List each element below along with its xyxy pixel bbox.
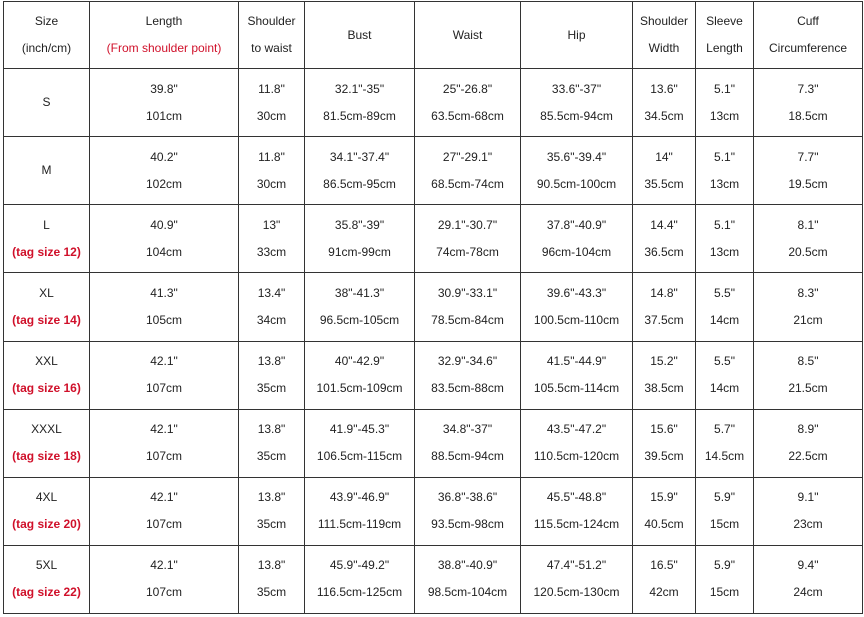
value-cm: 15cm (709, 517, 740, 532)
value-inch: 34.1"-37.4" (329, 149, 390, 164)
table-row (4, 409, 863, 477)
size-label: M (41, 163, 52, 178)
value-cm: 110.5cm-120cm (533, 449, 620, 464)
cell-bust (305, 137, 415, 205)
tag-size-label: (tag size 14) (12, 312, 81, 327)
value-inch: 43.5"-47.2" (546, 422, 607, 437)
cell-waist (415, 69, 521, 137)
tag-size-label: (tag size 16) (12, 381, 81, 396)
cell-length (90, 477, 239, 545)
size-cell (4, 477, 90, 545)
value-cm: 34cm (256, 312, 287, 327)
value-inch: 40"-42.9" (334, 354, 385, 369)
cell-cuff-circumference (754, 137, 863, 205)
value-cm: 37.5cm (644, 312, 684, 327)
value-inch: 8.1" (797, 217, 819, 232)
value-inch: 45.5"-48.8" (546, 490, 607, 505)
value-inch: 36.8"-38.6" (437, 490, 498, 505)
value-inch: 29.1"-30.7" (437, 217, 498, 232)
value-cm: 14cm (709, 381, 740, 396)
value-inch: 37.8"-40.9" (546, 217, 607, 232)
size-label: L (43, 217, 50, 232)
value-cm: 88.5cm-94cm (431, 449, 504, 464)
cell-shoulder-to-waist (239, 273, 305, 341)
cell-bust (305, 205, 415, 273)
value-cm: 85.5cm-94cm (540, 108, 613, 123)
value-cm: 78.5cm-84cm (431, 312, 504, 327)
cell-shoulder-width (633, 545, 696, 613)
value-cm: 107cm (145, 585, 183, 600)
value-cm: 21.5cm (788, 381, 828, 396)
value-inch: 5.1" (714, 149, 735, 164)
value-cm: 105cm (145, 312, 183, 327)
value-cm: 35cm (256, 449, 287, 464)
cell-waist (415, 341, 521, 409)
value-inch: 5.9" (714, 490, 735, 505)
table-row (4, 545, 863, 613)
header-length: Length (From shoulder point) (90, 2, 239, 69)
cell-waist (415, 477, 521, 545)
value-cm: 35cm (256, 517, 287, 532)
tag-size-label: (tag size 18) (12, 449, 81, 464)
value-cm: 101.5cm-109cm (316, 381, 403, 396)
value-inch: 13" (262, 217, 281, 232)
value-inch: 13.8" (257, 354, 286, 369)
table-row (4, 69, 863, 137)
value-cm: 13cm (709, 176, 740, 191)
value-cm: 86.5cm-95cm (323, 176, 396, 191)
header-size: Size (inch/cm) (4, 2, 90, 69)
value-cm: 23cm (793, 517, 823, 532)
value-cm: 116.5cm-125cm (316, 585, 403, 600)
cell-shoulder-width (633, 137, 696, 205)
value-inch: 33.6"-37" (551, 81, 602, 96)
cell-sleeve-length (696, 409, 754, 477)
size-label: 4XL (35, 490, 58, 505)
value-cm: 40.5cm (644, 517, 684, 532)
value-cm: 68.5cm-74cm (431, 176, 504, 191)
value-inch: 14.4" (650, 217, 678, 232)
value-cm: 18.5cm (788, 108, 828, 123)
header-row (4, 2, 863, 69)
size-cell (4, 205, 90, 273)
cell-waist (415, 545, 521, 613)
size-cell (4, 545, 90, 613)
value-inch: 45.9"-49.2" (329, 558, 390, 573)
cell-length (90, 137, 239, 205)
value-inch: 5.5" (714, 285, 735, 300)
size-cell (4, 341, 90, 409)
cell-shoulder-to-waist (239, 137, 305, 205)
value-inch: 40.9" (150, 217, 178, 232)
cell-cuff-circumference (754, 409, 863, 477)
cell-sleeve-length (696, 205, 754, 273)
tag-size-label: (tag size 20) (12, 517, 81, 532)
value-inch: 35.8"-39" (334, 217, 385, 232)
cell-cuff-circumference (754, 545, 863, 613)
value-inch: 11.8" (258, 149, 285, 164)
cell-hip (521, 545, 633, 613)
value-inch: 35.6"-39.4" (546, 149, 607, 164)
size-label: S (42, 95, 51, 110)
size-cell (4, 69, 90, 137)
value-inch: 42.1" (150, 422, 178, 437)
cell-cuff-circumference (754, 69, 863, 137)
header-waist: Waist (415, 2, 521, 69)
value-inch: 15.2" (650, 354, 678, 369)
value-cm: 35cm (256, 381, 287, 396)
value-cm: 107cm (145, 449, 183, 464)
value-cm: 15cm (709, 585, 740, 600)
value-cm: 83.5cm-88cm (431, 381, 504, 396)
cell-shoulder-to-waist (239, 409, 305, 477)
value-inch: 30.9"-33.1" (437, 285, 498, 300)
value-cm: 19.5cm (788, 176, 828, 191)
value-cm: 36.5cm (644, 244, 684, 259)
cell-waist (415, 409, 521, 477)
value-inch: 32.9"-34.6" (437, 354, 498, 369)
value-inch: 27"-29.1" (442, 149, 493, 164)
value-cm: 111.5cm-119cm (317, 517, 402, 532)
value-cm: 63.5cm-68cm (431, 108, 504, 123)
value-inch: 13.8" (257, 422, 286, 437)
value-inch: 8.3" (797, 285, 819, 300)
size-label: XXXL (31, 422, 62, 437)
header-sleeve-length: Sleeve Length (696, 2, 754, 69)
cell-hip (521, 409, 633, 477)
size-label: XL (39, 285, 54, 300)
value-cm: 21cm (793, 312, 823, 327)
value-cm: 20.5cm (788, 244, 828, 259)
cell-sleeve-length (696, 137, 754, 205)
cell-cuff-circumference (754, 273, 863, 341)
value-cm: 34.5cm (644, 108, 684, 123)
value-inch: 40.2" (150, 149, 178, 164)
value-cm: 106.5cm-115cm (316, 449, 403, 464)
cell-hip (521, 273, 633, 341)
size-label: 5XL (35, 558, 58, 573)
cell-bust (305, 273, 415, 341)
cell-shoulder-width (633, 273, 696, 341)
cell-bust (305, 545, 415, 613)
cell-length (90, 409, 239, 477)
value-inch: 7.7" (797, 149, 819, 164)
cell-shoulder-to-waist (239, 477, 305, 545)
value-inch: 16.5" (650, 558, 678, 573)
value-cm: 42cm (649, 585, 679, 600)
table-row (4, 205, 863, 273)
value-inch: 5.1" (714, 81, 735, 96)
table-row (4, 341, 863, 409)
cell-hip (521, 69, 633, 137)
cell-shoulder-width (633, 205, 696, 273)
value-inch: 38.8"-40.9" (437, 558, 498, 573)
header-cuff-circumference: Cuff Circumference (754, 2, 863, 69)
cell-shoulder-width (633, 69, 696, 137)
value-cm: 13cm (709, 244, 740, 259)
value-inch: 13.6" (650, 81, 678, 96)
value-inch: 14.8" (650, 285, 678, 300)
value-cm: 107cm (145, 381, 183, 396)
cell-sleeve-length (696, 477, 754, 545)
table-row (4, 273, 863, 341)
value-inch: 15.9" (650, 490, 678, 505)
value-inch: 5.7" (714, 422, 735, 437)
value-inch: 47.4"-51.2" (546, 558, 607, 573)
value-inch: 13.8" (257, 490, 286, 505)
value-inch: 13.8" (257, 558, 286, 573)
value-cm: 22.5cm (788, 449, 828, 464)
value-cm: 14.5cm (704, 449, 745, 464)
header-shoulder-to-waist: Shoulder to waist (239, 2, 305, 69)
cell-length (90, 205, 239, 273)
value-cm: 120.5cm-130cm (533, 585, 620, 600)
value-inch: 5.9" (714, 558, 735, 573)
cell-sleeve-length (696, 69, 754, 137)
value-cm: 102cm (145, 176, 183, 191)
value-cm: 115.5cm-124cm (533, 517, 620, 532)
cell-length (90, 69, 239, 137)
cell-bust (305, 477, 415, 545)
cell-length (90, 273, 239, 341)
value-cm: 81.5cm-89cm (323, 108, 396, 123)
cell-shoulder-width (633, 341, 696, 409)
value-inch: 42.1" (150, 558, 178, 573)
value-cm: 107cm (145, 517, 183, 532)
value-inch: 8.9" (797, 422, 819, 437)
cell-waist (415, 273, 521, 341)
size-label: XXL (35, 354, 58, 369)
value-inch: 41.3" (150, 285, 178, 300)
value-cm: 105.5cm-114cm (533, 381, 620, 396)
value-inch: 32.1"-35" (334, 81, 385, 96)
value-cm: 38.5cm (644, 381, 684, 396)
value-inch: 43.9"-46.9" (329, 490, 390, 505)
tag-size-label: (tag size 22) (12, 585, 81, 600)
cell-cuff-circumference (754, 477, 863, 545)
cell-hip (521, 205, 633, 273)
cell-bust (305, 341, 415, 409)
cell-sleeve-length (696, 545, 754, 613)
cell-waist (415, 205, 521, 273)
value-cm: 39.5cm (644, 449, 684, 464)
header-hip: Hip (521, 2, 633, 69)
cell-bust (305, 69, 415, 137)
value-inch: 11.8" (258, 81, 285, 96)
value-cm: 30cm (256, 108, 287, 123)
cell-shoulder-to-waist (239, 341, 305, 409)
value-inch: 34.8"-37" (442, 422, 493, 437)
value-cm: 101cm (145, 108, 183, 123)
value-cm: 35.5cm (644, 176, 684, 191)
cell-length (90, 341, 239, 409)
cell-hip (521, 477, 633, 545)
cell-waist (415, 137, 521, 205)
tag-size-label: (tag size 12) (12, 244, 81, 259)
value-cm: 90.5cm-100cm (536, 176, 617, 191)
cell-shoulder-to-waist (239, 69, 305, 137)
value-cm: 93.5cm-98cm (431, 517, 504, 532)
value-inch: 41.5"-44.9" (546, 354, 607, 369)
value-cm: 33cm (256, 244, 287, 259)
value-cm: 96cm-104cm (541, 244, 612, 259)
value-cm: 24cm (793, 585, 823, 600)
value-cm: 13cm (709, 108, 740, 123)
value-cm: 96.5cm-105cm (319, 312, 400, 327)
value-inch: 39.6"-43.3" (546, 285, 607, 300)
value-inch: 5.5" (714, 354, 735, 369)
value-inch: 39.8" (150, 81, 178, 96)
size-cell (4, 137, 90, 205)
header-bust: Bust (305, 2, 415, 69)
cell-length (90, 545, 239, 613)
value-cm: 104cm (145, 244, 183, 259)
value-inch: 42.1" (150, 354, 178, 369)
value-inch: 8.5" (797, 354, 819, 369)
cell-shoulder-width (633, 409, 696, 477)
size-chart-body (4, 69, 863, 614)
cell-hip (521, 341, 633, 409)
size-chart-table (3, 1, 863, 614)
value-inch: 25"-26.8" (442, 81, 493, 96)
size-cell (4, 273, 90, 341)
value-cm: 91cm-99cm (328, 244, 391, 259)
table-row (4, 137, 863, 205)
value-cm: 100.5cm-110cm (533, 312, 620, 327)
value-cm: 30cm (256, 176, 287, 191)
cell-bust (305, 409, 415, 477)
cell-shoulder-width (633, 477, 696, 545)
cell-hip (521, 137, 633, 205)
cell-sleeve-length (696, 341, 754, 409)
value-inch: 9.1" (797, 490, 819, 505)
value-inch: 14" (655, 149, 673, 164)
value-inch: 38"-41.3" (334, 285, 385, 300)
value-cm: 98.5cm-104cm (427, 585, 508, 600)
value-inch: 13.4" (257, 285, 286, 300)
table-row (4, 477, 863, 545)
cell-sleeve-length (696, 273, 754, 341)
value-cm: 35cm (256, 585, 287, 600)
value-inch: 42.1" (150, 490, 178, 505)
size-cell (4, 409, 90, 477)
value-inch: 9.4" (797, 558, 819, 573)
value-inch: 5.1" (714, 217, 735, 232)
value-inch: 15.6" (650, 422, 678, 437)
value-inch: 41.9"-45.3" (329, 422, 390, 437)
cell-shoulder-to-waist (239, 545, 305, 613)
cell-cuff-circumference (754, 341, 863, 409)
cell-cuff-circumference (754, 205, 863, 273)
header-shoulder-width: Shoulder Width (633, 2, 696, 69)
value-inch: 7.3" (797, 81, 819, 96)
cell-shoulder-to-waist (239, 205, 305, 273)
value-cm: 74cm-78cm (436, 244, 499, 259)
value-cm: 14cm (709, 312, 740, 327)
